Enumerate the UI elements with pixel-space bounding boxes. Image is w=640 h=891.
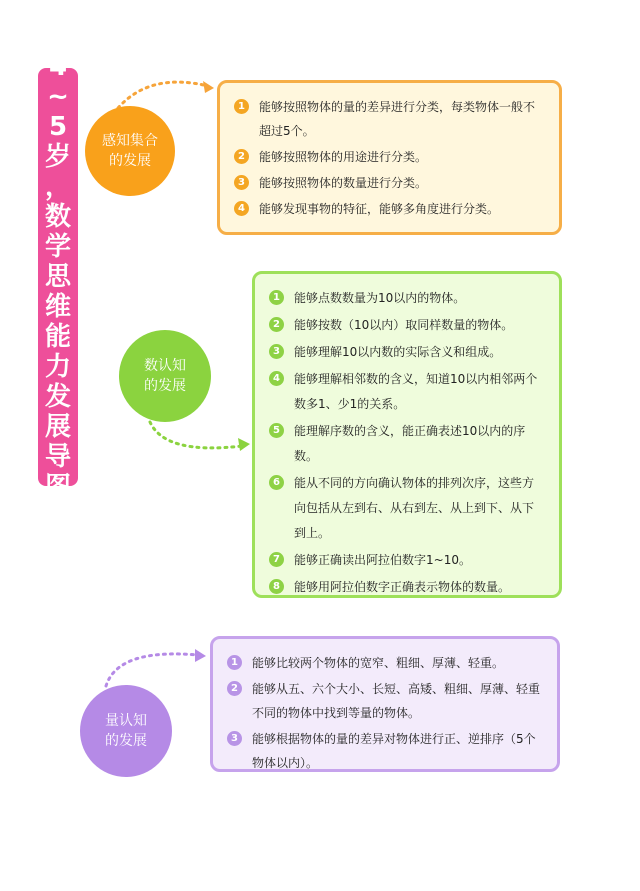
title-char: 展 (44, 412, 71, 442)
item-text: 能够按照物体的数量进行分类。 (259, 176, 428, 190)
title-char: 能 (44, 322, 71, 352)
list-item (234, 197, 545, 221)
list-item (269, 286, 545, 311)
list-item (234, 171, 545, 195)
node-set-perception (85, 106, 175, 196)
item-text: 能够正确读出阿拉伯数字1~10。 (294, 553, 471, 567)
title-char: 4 (48, 52, 68, 82)
title-char: ， (44, 172, 71, 202)
connector-arrow-3 (106, 654, 198, 686)
item-text: 能从不同的方向确认物体的排列次序，这些方向包括从左到右、从右到左、从上到下、从下到上。 (294, 476, 535, 540)
item-text: 能够比较两个物体的宽窄、粗细、厚薄、轻重。 (252, 656, 505, 670)
connector-arrow-1 (118, 82, 208, 108)
node-label: 数认知 的发展 (144, 358, 186, 394)
quantity-cognition-list (210, 636, 560, 772)
number-badge: 3 (269, 344, 284, 359)
arrowhead-1 (203, 81, 214, 93)
title-char: 数 (44, 202, 71, 232)
number-badge: 4 (234, 201, 249, 216)
list-item (269, 575, 545, 600)
connector-arrow-2 (150, 422, 242, 448)
number-badge: 7 (269, 552, 284, 567)
item-text: 能够按照物体的用途进行分类。 (259, 150, 428, 164)
title-char: 思 (44, 262, 71, 292)
item-text: 能理解序数的含义，能正确表述10以内的序数。 (294, 424, 526, 463)
arrowhead-3 (195, 649, 206, 662)
list-item (227, 651, 543, 675)
set-perception-list (217, 80, 562, 235)
list-item (227, 727, 543, 775)
list-item (227, 677, 543, 725)
number-badge: 2 (234, 149, 249, 164)
item-text: 能够理解10以内数的实际含义和组成。 (294, 345, 502, 359)
title-char: 图 (44, 472, 71, 502)
number-badge: 3 (227, 731, 242, 746)
item-text: 能够用阿拉伯数字正确表示物体的数量。 (294, 580, 511, 594)
item-text: 能够发现事物的特征，能够多角度进行分类。 (259, 202, 500, 216)
list-item (269, 548, 545, 573)
item-text: 能够点数数量为10以内的物体。 (294, 291, 466, 305)
list-item (269, 367, 545, 417)
list-item (269, 471, 545, 546)
list-item (269, 419, 545, 469)
number-badge: 2 (269, 317, 284, 332)
title-char: ~ (47, 82, 69, 112)
title-char: 5 (48, 112, 68, 142)
number-badge: 1 (227, 655, 242, 670)
number-badge: 2 (227, 681, 242, 696)
number-badge: 6 (269, 475, 284, 490)
node-label: 感知集合 的发展 (102, 133, 158, 169)
title-char: 导 (44, 442, 71, 472)
node-label: 量认知 的发展 (105, 713, 147, 749)
item-text: 能够理解相邻数的含义，知道10以内相邻两个数多1、少1的关系。 (294, 372, 538, 411)
title-char: 力 (44, 352, 71, 382)
node-number-cognition (119, 330, 211, 422)
item-text: 能够按照物体的量的差异进行分类，每类物体一般不超过5个。 (259, 100, 536, 138)
number-badge: 3 (234, 175, 249, 190)
number-cognition-list (252, 271, 562, 598)
number-badge: 1 (269, 290, 284, 305)
number-badge: 1 (234, 99, 249, 114)
list-item (234, 145, 545, 169)
title-char: 岁 (44, 142, 71, 172)
list-item (234, 95, 545, 143)
item-text: 能够按数（10以内）取同样数量的物体。 (294, 318, 514, 332)
number-badge: 5 (269, 423, 284, 438)
arrowhead-2 (238, 438, 250, 451)
item-text: 能够根据物体的量的差异对物体进行正、逆排序（5个物体以内）。 (252, 732, 536, 770)
item-text: 能够从五、六个大小、长短、高矮、粗细、厚薄、轻重不同的物体中找到等量的物体。 (252, 682, 541, 720)
node-quantity-cognition (80, 685, 172, 777)
number-badge: 4 (269, 371, 284, 386)
title-char: 学 (44, 232, 71, 262)
list-item (269, 313, 545, 338)
title-char: 维 (44, 292, 71, 322)
list-item (269, 340, 545, 365)
title-char: 发 (44, 382, 71, 412)
number-badge: 8 (269, 579, 284, 594)
